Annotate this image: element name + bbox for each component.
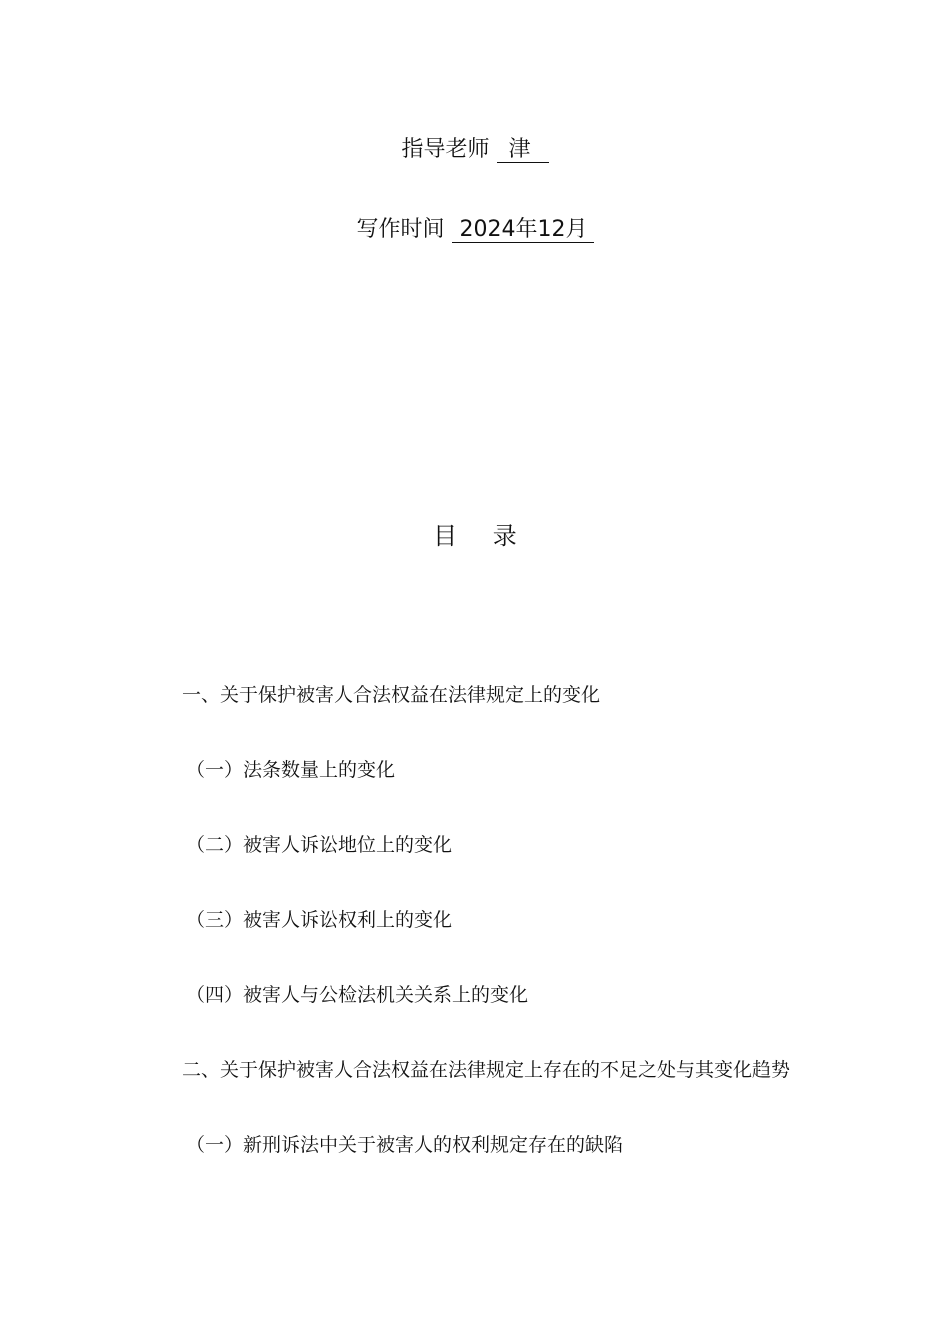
writing-date-line: [0, 215, 950, 245]
writing-date-value: 2024年12月: [452, 218, 594, 243]
toc-item: （一）法条数量上的变化: [186, 759, 396, 781]
toc-item: （四）被害人与公检法机关关系上的变化: [186, 984, 529, 1006]
advisor-value: 津: [497, 138, 549, 163]
toc-title: 目 录: [433, 522, 531, 550]
toc-item: （三）被害人诉讼权利上的变化: [186, 909, 453, 931]
toc-item: 二、关于保护被害人合法权益在法律规定上存在的不足之处与其变化趋势: [182, 1059, 791, 1081]
writing-date-label: 写作时间: [356, 217, 445, 242]
toc-item: （一）新刑诉法中关于被害人的权利规定存在的缺陷: [186, 1134, 624, 1156]
toc-item: （二）被害人诉讼地位上的变化: [186, 834, 453, 856]
advisor-line: [0, 135, 950, 165]
toc-item: 一、关于保护被害人合法权益在法律规定上的变化: [182, 684, 601, 706]
advisor-label: 指导老师: [401, 137, 490, 162]
